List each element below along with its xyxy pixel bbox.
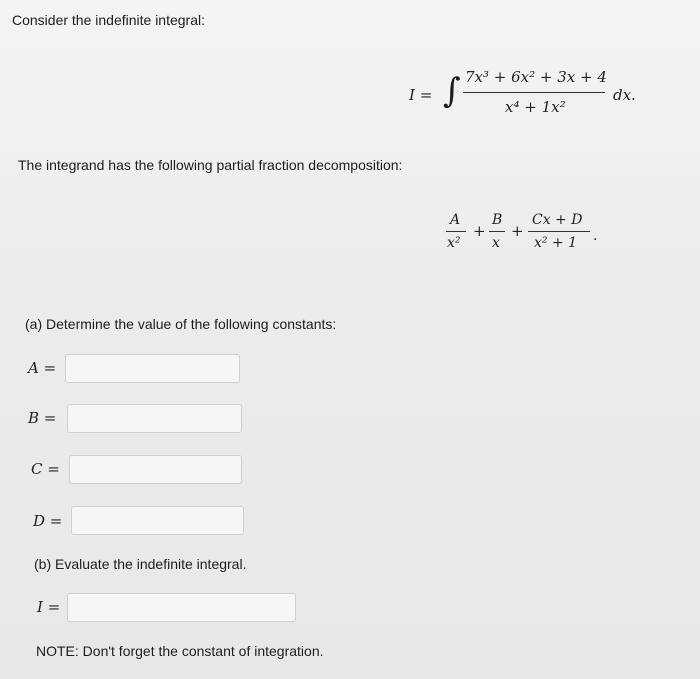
term1-denominator: x²	[447, 235, 461, 251]
answer-input-c[interactable]	[69, 455, 242, 484]
integral-lhs: I =	[409, 86, 433, 104]
integral-numerator: 7x³ + 6x² + 3x + 4	[465, 68, 607, 86]
label-a: A =	[28, 359, 57, 377]
decomposition-formula	[440, 208, 610, 263]
decomposition-period: .	[593, 228, 598, 244]
integral-fraction-bar	[463, 92, 605, 93]
decomposition-intro: The integrand has the following partial fraction decomposition:	[18, 157, 403, 173]
note-text: NOTE: Don't forget the constant of integration.	[36, 643, 324, 659]
integral-denominator: x⁴ + 1x²	[505, 98, 566, 116]
term1-bar	[446, 231, 466, 232]
term3-denominator: x² + 1	[534, 235, 578, 251]
answer-input-d[interactable]	[71, 506, 244, 535]
label-d: D =	[33, 512, 63, 530]
term2-denominator: x	[492, 235, 500, 251]
label-c: C =	[31, 460, 60, 478]
term2-bar	[489, 231, 505, 232]
term1-numerator: A	[450, 212, 461, 228]
part-b-prompt: (b) Evaluate the indefinite integral.	[34, 556, 247, 572]
label-b: B =	[28, 409, 57, 427]
intro-text: Consider the indefinite integral:	[12, 12, 206, 28]
integral-formula	[395, 62, 695, 122]
plus-sign-2: +	[511, 222, 524, 240]
answer-input-a[interactable]	[65, 354, 240, 383]
answer-input-integral[interactable]	[67, 593, 296, 622]
plus-sign-1: +	[473, 222, 486, 240]
answer-input-b[interactable]	[67, 404, 242, 433]
term3-numerator: Cx + D	[532, 212, 583, 228]
label-i: I =	[37, 598, 61, 616]
integral-differential: dx.	[613, 86, 636, 104]
term2-numerator: B	[492, 212, 503, 228]
integral-sign: ∫	[443, 71, 461, 111]
part-a-prompt: (a) Determine the value of the following constants:	[25, 316, 337, 332]
term3-bar	[528, 231, 590, 232]
